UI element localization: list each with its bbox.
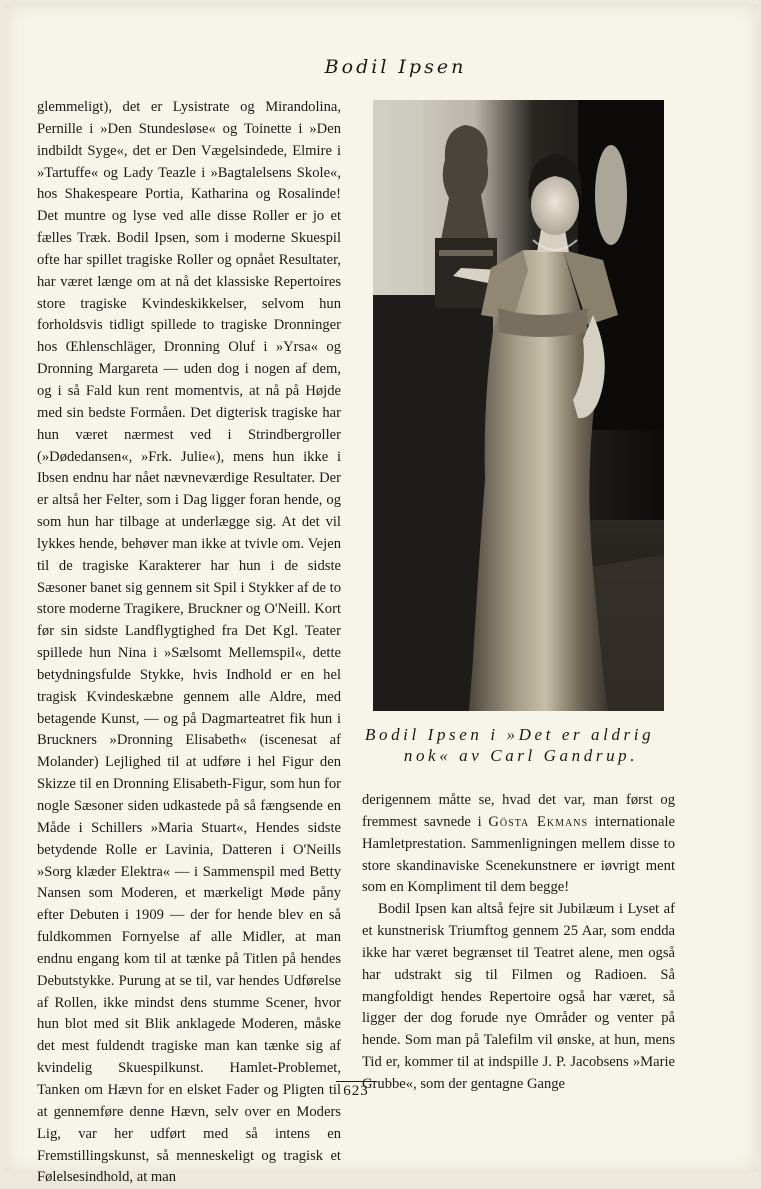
body-paragraph: glemmeligt), det er Lysistrate og Mirandolina, Pernille i »Den Stundesløse« og Toinette i »Den indbildt Syge«, det er Den Vægelsindede, Elmire i »Tartuffe« og Lady Teazle i »Bagtalelsens Skole«, hos Shakespeare Portia, Katharina og Rosalinde! Det muntre og lyse ved alle disse Roller er jo et fælles Træk. Bodil Ipsen, som i moderne Skuespil ofte har spillet tragiske Roller og opnået Resultater, har været længe om at nå det klassiske Repertoires store tragiske Kvindeskikkelser, selvom hun forholdsvis tidligt spillede to tragiske Dronninger hos Œhlenschläger, Dronning Oluf i »Yrsa« og Dronning Margareta — uden dog i nogen af dem, og i så Fald kun rent momentvis, at nå på Højde med sin bedste Formåen. Det digterisk tragiske har hun været nærmest ved i Strindbergroller (»Dødedansen«, »Frk. Julie«), mens hun ikke i Ibsen endnu har nået nævneværdige Resultater. Der er altså her Felter, som i Dag ligger foran hende, og som hun har tilbage at underlægge sig. At det vil lykkes hende, behøver man ikke at tvivle om. Vejen til de tragiske Karakterer har hun i de sidste Sæsoner banet sig gennem sit Spil i Stykker af de to store moderne Tragikere, Bruckner og O'Neill. Kort før sin sidste Landflygtighed fra Det Kgl. Teater spillede hun Nina i »Sælsomt Mellemspil«, dette betydningsfulde Stykke, hvis Indhold er en hel tragisk Kvindeskæbne gennem alle Aldre, med betagende Kunst, — og på Dagmarteatret fik hun i Bruckners »Dronning Elisabeth« (iscenesat af Molander) Lejlighed til at udføre i hel Figur den Skizze til en Dronning Elisabeth-Figur, som hun for nogle Sæsoner siden udkastede på så fængsende en Måde i Schillers »Maria Stuart«, Hendes sidste betydende Rolle er Lavinia, Datteren i O'Neills »Sorg klæder Elektra« — i Sammenspil med Betty Nansen som Moderen, et mærkeligt Møde påny efter Debuten i 1909 — der for hende blev en så fuldkommen Fornyelse af alle Midler, at man endnu engang kom til at tænke på Titlen på hendes Debutstykke. Purung at se til, var hendes Udførelse af Rollen, ikke mindst dens stumme Scener, hvor hun blot med sit Blik anklagede Moderen, måske det mest fuldendt tragiske man kan tænke sig af kvindelig Skuespilkunst. Hamlet-Problemet, Tanken om Hævn for en elsket Fader og Pligten til at gennemføre denne Hævn, selv over en Moders Lig, var her udført med så intens en Fremstillingskunst, så menneskeligt og tragisk et Følelsesindhold, at man xyxy=(37,99,342,1186)
paragraph-text: internationale Hamletprestation. Sammenligningen mellem disse to store skandinaviske Scenekunstnere er iøvrigt ment som en Kompliment til dem begge! xyxy=(362,813,675,896)
caption-line-2: nok« av Carl Gandrup. xyxy=(403,746,639,765)
paragraph-text: derigennem måtte se, hvad det var, man først og fremmest savnede i xyxy=(362,792,675,830)
photo-caption xyxy=(365,724,677,766)
running-title: Bodil Ipsen xyxy=(324,56,467,78)
caption-line-1: Bodil Ipsen i »Det er aldrig xyxy=(365,725,655,744)
left-text-column xyxy=(37,97,341,1189)
page-number: 623 xyxy=(336,1081,376,1100)
body-paragraph xyxy=(362,790,675,899)
body-paragraph: Bodil Ipsen kan altså fejre sit Jubilæum i Lyset af et kunstnerisk Triumftog gennem 25 Aar, som endda ikke har været begrænset til Teatret alene, men også har udstrakt sig til Filmen og Radioen. Så mangfoldigt hendes Repertoire også har været, så ligger der dog forude nye Områder og venter på hende. Som man på Talefilm vil ønske, at hun, mens Tid er, kommer til at indspille J. P. Jacobsens »Marie Grubbe«, som der gentagne Gange xyxy=(362,901,675,1092)
portrait-photo xyxy=(373,100,664,711)
actor-name-small-caps: Gösta Ekmans xyxy=(488,813,589,830)
right-text-column xyxy=(362,790,675,1096)
portrait-photo-image xyxy=(373,100,664,711)
